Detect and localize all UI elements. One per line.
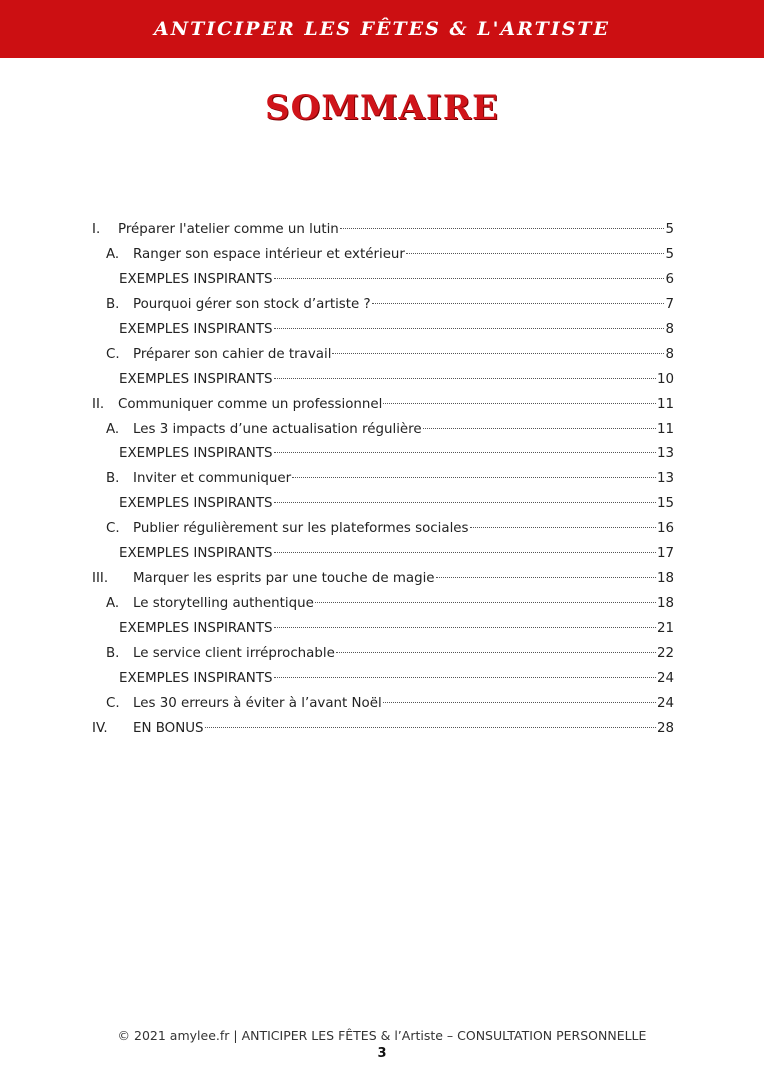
toc-entry-page: 17 (656, 546, 674, 562)
dot-leader (383, 403, 656, 404)
toc-entry-title: EXEMPLES INSPIRANTS (119, 621, 273, 636)
toc-entry[interactable] (92, 492, 674, 517)
dot-leader (274, 452, 656, 453)
toc-entry[interactable] (92, 592, 674, 617)
toc-entry-title: Le storytelling authentique (133, 596, 314, 612)
dot-leader (292, 477, 656, 478)
toc-entry-title: Publier régulièrement sur les plateformes sociales (133, 521, 469, 537)
toc-entry-page: 22 (656, 645, 674, 661)
toc-entry[interactable] (92, 667, 674, 692)
page-number: 3 (377, 1046, 387, 1061)
toc-entry-title: Ranger son espace intérieur et extérieur (133, 246, 405, 262)
toc-entry[interactable] (92, 393, 674, 418)
toc-entry[interactable] (92, 542, 674, 567)
footer-text: © 2021 amylee.fr | ANTICIPER LES FÊTES & l’Artiste – CONSULTATION PERSONNELLE (117, 1028, 647, 1043)
toc-entry-title: Préparer l'atelier comme un lutin (118, 222, 339, 237)
toc-entry-number: B. (106, 471, 120, 487)
toc-entry[interactable] (92, 268, 674, 293)
toc-entry-number: B. (106, 645, 120, 661)
header-banner (0, 0, 764, 58)
toc-entry-number: III. (92, 571, 109, 587)
toc-entry-page: 18 (656, 571, 674, 587)
toc-entry-number: B. (106, 296, 120, 312)
toc-entry-title: EN BONUS (133, 720, 204, 736)
dot-leader (274, 378, 656, 379)
toc-entry-title: Les 3 impacts d’une actualisation régulière (133, 421, 422, 437)
toc-entry-title: Pourquoi gérer son stock d’artiste ? (133, 296, 371, 312)
toc-entry[interactable] (92, 218, 674, 243)
toc-entry-page: 21 (656, 621, 674, 636)
toc-entry-number: C. (106, 346, 120, 362)
dot-leader (372, 303, 665, 304)
toc-entry-page: 8 (665, 321, 674, 337)
toc-entry[interactable] (92, 642, 674, 667)
toc-entry-title: Inviter et communiquer (133, 471, 292, 487)
dot-leader (274, 502, 656, 503)
toc-entry-number: I. (92, 222, 101, 237)
dot-leader (274, 552, 656, 553)
toc-entry-page: 11 (656, 421, 674, 437)
toc-entry-title: EXEMPLES INSPIRANTS (119, 271, 273, 287)
toc-entry-page: 13 (656, 471, 674, 487)
dot-leader (436, 577, 656, 578)
toc-entry-page: 24 (656, 695, 674, 711)
toc-entry[interactable] (92, 243, 674, 268)
toc-entry-page: 15 (656, 496, 674, 512)
toc-entry-title: EXEMPLES INSPIRANTS (119, 371, 273, 387)
toc-entry-page: 8 (665, 346, 674, 362)
toc-entry[interactable] (92, 617, 674, 642)
toc-entry-page: 6 (665, 271, 674, 287)
dot-leader (423, 428, 656, 429)
dot-leader (274, 278, 665, 279)
toc-entry-number: A. (106, 421, 120, 437)
toc-entry-title: Les 30 erreurs à éviter à l’avant Noël (133, 695, 382, 711)
toc-entry-number: C. (106, 695, 120, 711)
toc-entry-title: EXEMPLES INSPIRANTS (119, 496, 273, 512)
toc-entry-number: A. (106, 596, 120, 612)
toc-entry-number: II. (92, 396, 105, 412)
toc-entry[interactable] (92, 368, 674, 393)
toc-entry[interactable] (92, 517, 674, 542)
dot-leader (406, 253, 665, 254)
dot-leader (205, 727, 656, 728)
toc-entry-page: 24 (656, 670, 674, 686)
toc-entry-page: 16 (656, 521, 674, 537)
toc-entry-page: 18 (656, 596, 674, 612)
toc-entry-title: Communiquer comme un professionnel (118, 396, 383, 412)
toc-entry-number: C. (106, 521, 120, 537)
dot-leader (336, 652, 656, 653)
dot-leader (315, 602, 656, 603)
toc-entry-page: 13 (656, 446, 674, 462)
banner-title: ANTICIPER LES FÊTES & L'ARTISTE (154, 18, 610, 40)
dot-leader (274, 677, 656, 678)
toc-entry[interactable] (92, 717, 674, 742)
dot-leader (274, 328, 665, 329)
page-title: SOMMAIRE (265, 88, 499, 128)
toc-entry[interactable] (92, 692, 674, 717)
toc-entry[interactable] (92, 467, 674, 492)
dot-leader (340, 228, 665, 229)
dot-leader (274, 627, 656, 628)
toc-entry-number: IV. (92, 720, 108, 736)
toc-entry-title: EXEMPLES INSPIRANTS (119, 446, 273, 462)
dot-leader (470, 527, 656, 528)
toc-entry[interactable] (92, 567, 674, 592)
toc-entry-page: 5 (665, 246, 674, 262)
dot-leader (332, 353, 664, 354)
toc-entry-title: EXEMPLES INSPIRANTS (119, 670, 273, 686)
table-of-contents (92, 218, 674, 742)
toc-entry[interactable] (92, 343, 674, 368)
toc-entry[interactable] (92, 442, 674, 467)
toc-entry-title: EXEMPLES INSPIRANTS (119, 546, 273, 562)
toc-entry-page: 7 (665, 296, 674, 312)
toc-entry-title: Marquer les esprits par une touche de magie (133, 571, 435, 587)
toc-entry-page: 11 (656, 396, 674, 412)
toc-entry-title: Le service client irréprochable (133, 645, 335, 661)
toc-entry-page: 28 (656, 720, 674, 736)
toc-entry-number: A. (106, 246, 120, 262)
toc-entry-title: EXEMPLES INSPIRANTS (119, 321, 273, 337)
toc-entry[interactable] (92, 293, 674, 318)
toc-entry[interactable] (92, 418, 674, 443)
toc-entry[interactable] (92, 318, 674, 343)
toc-entry-page: 10 (656, 371, 674, 387)
toc-entry-title: Préparer son cahier de travail (133, 346, 332, 362)
toc-entry-page: 5 (665, 222, 674, 237)
dot-leader (383, 702, 656, 703)
